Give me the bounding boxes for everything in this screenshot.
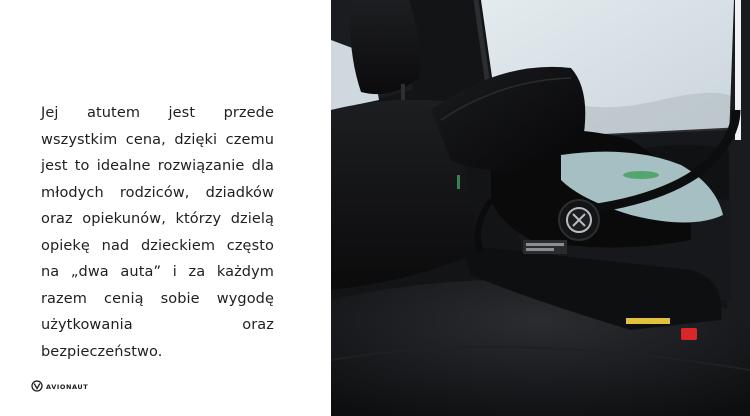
- brand-logo: [31, 377, 88, 396]
- isofix-release-button: [681, 328, 697, 340]
- brand-name: AVIONAUT: [46, 382, 89, 391]
- text-panel: [0, 0, 331, 416]
- isofix-indicator: [626, 318, 670, 324]
- headrest: [350, 0, 420, 94]
- car-interior-illustration: [331, 0, 750, 416]
- avionaut-logo-icon: [31, 377, 43, 396]
- description-paragraph: Jej atutem jest przede wszystkim cena, dzięki czemu jest to idealne rozwiązanie dla młodych rodziców, dziadków oraz opiekunów, którzy dzielą opiekę nad dzieckiem często na „dwa auta” i za każdym razem cenią sobie wygodę użytkowania oraz bezpieczeństwo.: [41, 105, 274, 360]
- infant-car-seat-photo: [331, 0, 750, 416]
